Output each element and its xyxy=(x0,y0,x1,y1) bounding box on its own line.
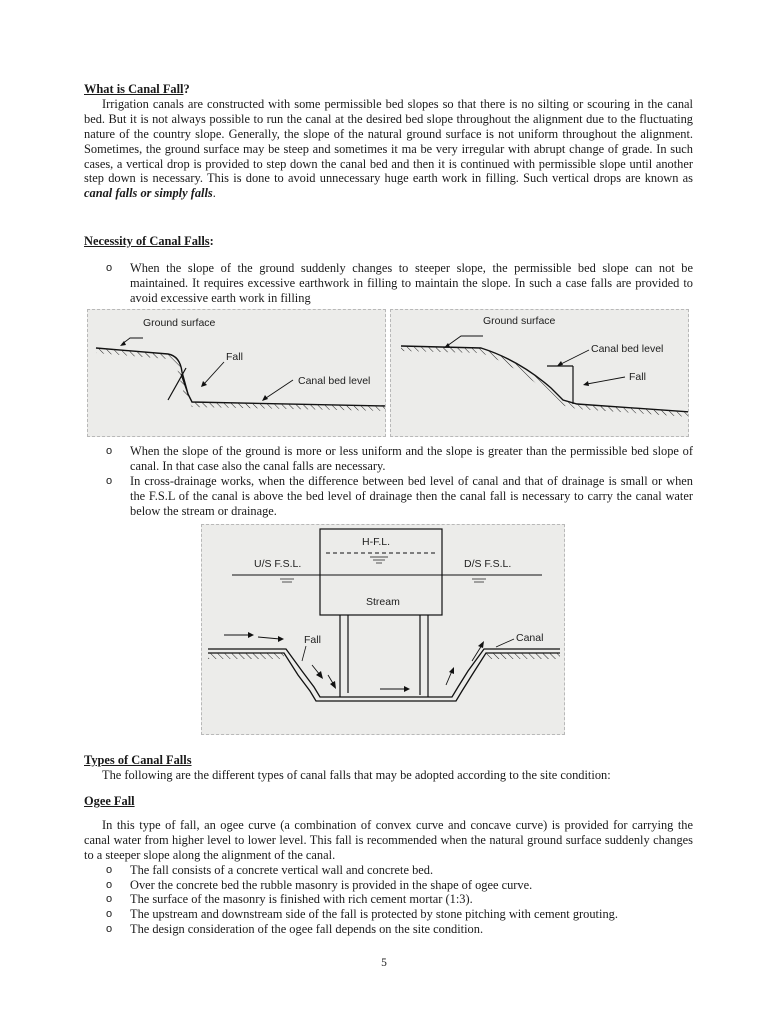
list-item: o When the slope of the ground suddenly changes to steeper slope, the permissible bed slope can not be maintained. It requires excessive earthwork in filling to maintain the slope. In such a case falls are provided to avoid excessive earth work in filling xyxy=(106,260,693,305)
section-what-is-canal-fall xyxy=(84,82,693,201)
figure3-stream-label: Stream xyxy=(366,596,400,608)
list-item: o The fall consists of a concrete vertical wall and concrete bed. xyxy=(106,862,434,877)
heading-types-of-canal-falls: Types of Canal Falls xyxy=(84,753,192,767)
figure-fall-steep-slope-1 xyxy=(87,309,386,437)
figure3-canal-label: Canal xyxy=(516,632,544,644)
canal-falls-term: canal falls or simply falls xyxy=(84,186,213,201)
paragraph-canal-fall-definition: Irrigation canals are constructed with some permissible bed slopes so that there is no silting or scouring in the canal bed. But it is not always possible to run the canal at the desired bed slope throughout the alignment due to the fluctuating nature of the country slope. Generally, the slope of the natural ground surface is not uniform throughout the alignment. Sometimes, the ground surface may be steep and sometimes it ma be very irregular with abrupt change of grade. In such cases, a vertical drop is provided to step down the canal bed and then it is continued with permissible slope until another step down is necessary. This is done to avoid unnecessary huge earth work in filling. Such vertical drops are known as canal falls or simply falls. xyxy=(84,96,693,201)
ogee-fall-list xyxy=(84,863,693,938)
figure2-fall-label: Fall xyxy=(629,371,646,383)
list-item: o In cross-drainage works, when the difference between bed level of canal and that of drainage is small or when the F.S.L of the canal is above the bed level of drainage then the canal fall is necessary to carry the canal water below the stream or drainage. xyxy=(106,473,693,518)
figure-cross-drainage-fall xyxy=(201,524,565,735)
figure3-us-fsl-label: U/S F.S.L. xyxy=(254,558,302,570)
figure-fall-steep-slope-2 xyxy=(390,309,689,437)
figure3-ds-fsl-label: D/S F.S.L. xyxy=(464,558,512,570)
necessity-list-1 xyxy=(84,261,693,306)
list-item: o When the slope of the ground is more or less uniform and the slope is greater than the permissible bed slope of canal. In that case also the canal falls are necessary. xyxy=(106,444,693,473)
necessity-list-2-wrapper xyxy=(84,444,693,519)
list-item: o The design consideration of the ogee fall depends on the site condition. xyxy=(106,922,484,937)
figure3-hfl-label: H-F.L. xyxy=(362,536,391,548)
heading-necessity-of-canal-falls: Necessity of Canal Falls xyxy=(84,234,210,248)
page-number: 5 xyxy=(381,957,387,969)
heading-ogee-fall: Ogee Fall xyxy=(84,794,135,808)
list-item: o The surface of the masonry is finished with rich cement mortar (1:3). xyxy=(106,892,473,907)
heading-question-mark: ? xyxy=(183,82,190,96)
figure3-fall-label: Fall xyxy=(304,634,321,646)
figure1-canal-bed-label: Canal bed level xyxy=(298,375,371,387)
section-necessity: Necessity of Canal Falls: o When the slope of the ground suddenly changes to steeper slope, the permissible bed slope can not be maintained. It requires excessive earthwork in filling to maintain the slope. In such a case falls are provided to avoid excessive earth work in filling xyxy=(84,234,693,305)
paragraph-types-intro: The following are the different types of canal falls that may be adopted according to the site condition: xyxy=(102,767,611,782)
list-item: o Over the concrete bed the rubble masonry is provided in the shape of ogee curve. xyxy=(106,877,533,892)
paragraph-ogee-fall: In this type of fall, an ogee curve (a combination of convex curve and concave curve) is provided for carrying the canal water from higher level to lower level. This fall is recommended when the natural ground surface suddenly changes to a steeper slope along the alignment of the canal. xyxy=(84,817,693,862)
necessity-list-2 xyxy=(84,444,693,519)
section-ogee-fall xyxy=(84,794,693,937)
figure2-canal-bed-label: Canal bed level xyxy=(591,343,664,355)
figure2-ground-label: Ground surface xyxy=(483,315,556,327)
figure1-fall-label: Fall xyxy=(226,351,243,363)
section-types-of-canal-falls xyxy=(84,753,693,783)
heading-what-is-canal-fall: What is Canal Fall xyxy=(84,82,184,96)
figure1-ground-label: Ground surface xyxy=(143,317,216,329)
list-item: o The upstream and downstream side of the fall is protected by stone pitching with cement grouting. xyxy=(106,907,618,922)
